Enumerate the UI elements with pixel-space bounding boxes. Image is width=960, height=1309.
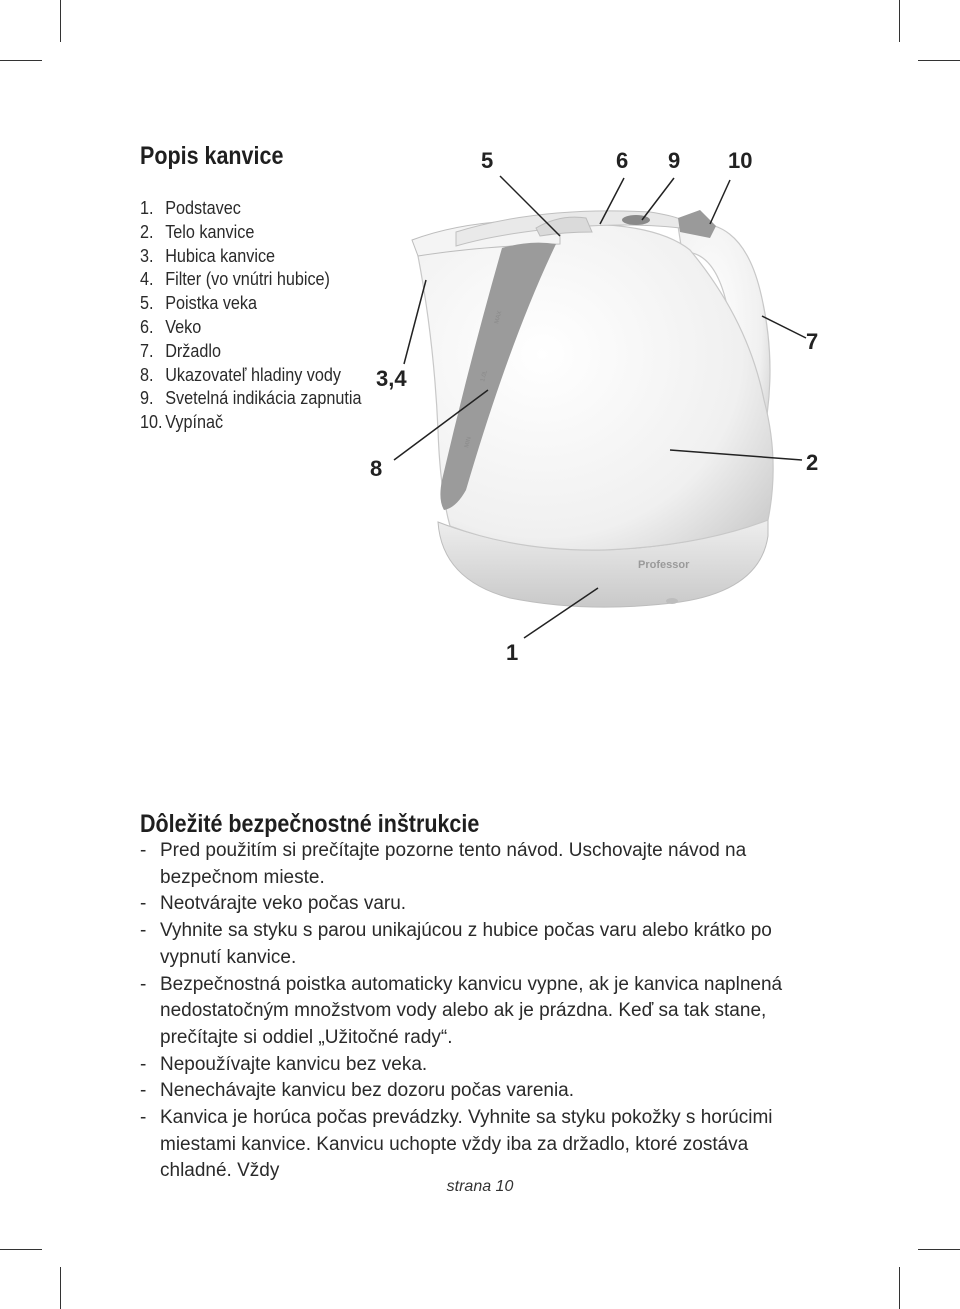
list-item [140,1105,820,1185]
list-item [140,918,820,971]
crop-mark [899,0,900,42]
kettle-foot [666,598,678,604]
list-item [140,340,374,364]
scale-min: MIN [464,436,473,449]
power-light [622,215,650,225]
item-number: 4. [140,269,154,290]
list-dash: - [140,1107,147,1129]
item-number: 8. [140,364,154,385]
scale-mid: 1.0L [480,369,489,383]
list-dash: - [140,920,147,942]
list-item [140,364,374,388]
callout-8: 8 [370,456,383,481]
callout-9: 9 [668,148,681,173]
item-label: Ukazovateľ hladiny vody [165,364,342,385]
scale-max: MAX [494,310,504,325]
safety-list [140,838,820,1185]
list-dash: - [140,973,147,995]
list-item [140,1052,820,1079]
crop-mark [60,0,61,42]
item-label: Veko [165,316,202,337]
item-label: Vypínač [165,412,224,433]
item-text: Pred použitím si prečítajte pozorne tento návod. Uschovajte návod na bezpečnom mieste. [160,840,747,888]
item-label: Poistka veka [165,293,258,314]
item-text: Bezpečnostná poistka automaticky kanvicu vypne, ak je kanvica naplnená nedostatočným množstvom vody alebo ak je prázdna. Keď sa tak stane, prečítajte si oddiel „Užitočné rady“. [160,973,783,1048]
kettle-diagram [360,140,840,680]
callout-6: 6 [616,148,629,173]
crop-mark [0,60,42,61]
item-number: 2. [140,221,154,242]
list-dash: - [140,1080,147,1102]
list-item [140,891,820,918]
callout-2: 2 [806,450,819,475]
crop-mark [918,1249,960,1250]
item-text: Nepoužívajte kanvicu bez veka. [160,1053,428,1075]
callout-5: 5 [481,148,494,173]
callout-34: 3,4 [376,366,407,391]
item-text: Kanvica je horúca počas prevádzky. Vyhnite sa styku pokožky s horúcimi miestami kanvice. Kanvicu uchopte vždy iba za držadlo, ktoré zostáva chladné. Vždy [160,1107,773,1182]
list-dash: - [140,840,147,861]
list-item [140,292,374,316]
crop-mark [60,1267,61,1309]
item-number: 7. [140,340,154,361]
safety-heading: Dôležité bezpečnostné inštrukcie [140,810,480,838]
item-text: Neotvárajte veko počas varu. [160,893,407,915]
list-item [140,268,374,292]
item-number: 9. [140,388,154,409]
list-item [140,972,820,1052]
list-item [140,411,374,435]
item-number: 6. [140,316,154,337]
list-item [140,838,820,891]
item-text: Nenechávajte kanvicu bez dozoru počas varenia. [160,1080,575,1102]
callout-1: 1 [506,640,519,665]
crop-mark [918,60,960,61]
item-label: Hubica kanvice [165,245,276,266]
list-item [140,387,374,411]
leader-line [404,280,426,364]
list-dash: - [140,893,147,915]
item-label: Svetelná indikácia zapnutia [165,388,362,409]
item-label: Telo kanvice [165,221,255,242]
item-label: Filter (vo vnútri hubice) [165,269,330,290]
leader-line [710,180,730,224]
page-number: strana 10 [446,1178,514,1195]
item-number: 3. [140,245,154,266]
item-text: Vyhnite sa styku s parou unikajúcou z hubice počas varu alebo krátko po vypnutí kanvice. [160,920,772,968]
list-item [140,316,374,340]
callout-10: 10 [728,148,753,173]
parts-list [140,197,374,435]
list-item [140,245,374,269]
brand-logo: Professor [638,559,690,571]
item-label: Podstavec [165,198,241,218]
parts-heading: Popis kanvice [140,142,284,170]
crop-mark [899,1267,900,1309]
item-number: 10. [140,412,163,433]
list-dash: - [140,1053,147,1075]
list-item [140,221,374,245]
item-number: 5. [140,293,154,314]
item-label: Držadlo [165,340,222,361]
list-item [140,197,374,221]
list-item [140,1078,820,1105]
item-number: 1. [140,198,154,218]
callout-7: 7 [806,329,819,354]
crop-mark [0,1249,42,1250]
